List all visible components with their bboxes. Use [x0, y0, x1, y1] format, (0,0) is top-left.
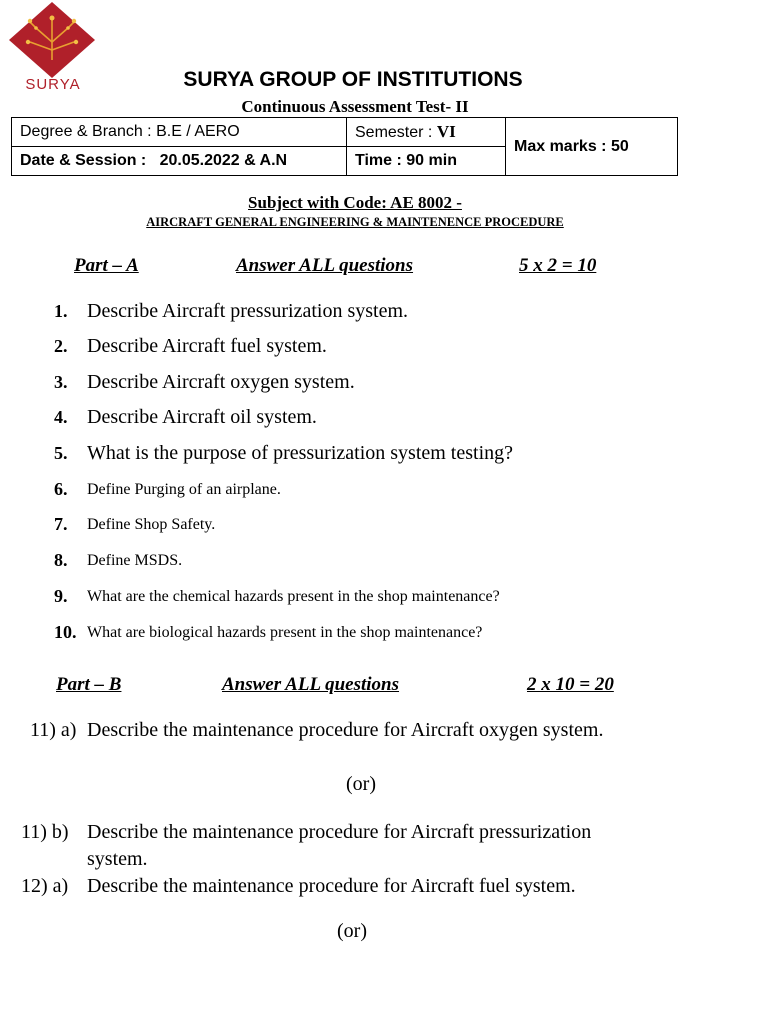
semester-cell [347, 118, 506, 147]
question-11a-number: 11) a) [30, 719, 77, 741]
question-text: Describe Aircraft pressurization system. [87, 300, 409, 322]
subject-name: AIRCRAFT GENERAL ENGINEERING & MAINTENENCE PROCEDURE [146, 215, 564, 229]
question-number: 1. [54, 301, 68, 321]
question-text: What are biological hazards present in the shop maintenance? [87, 624, 483, 641]
question-11b-number: 11) b) [21, 821, 69, 843]
logo-text: SURYA [25, 76, 81, 93]
question-text: Describe Aircraft fuel system. [87, 335, 327, 357]
question-number: 10. [54, 622, 77, 642]
or-separator: (or) [346, 773, 376, 795]
question-number: 7. [54, 514, 68, 534]
question-text: What is the purpose of pressurization system testing? [87, 442, 514, 464]
part-a-instruction: Answer ALL questions [236, 255, 414, 276]
question-number: 3. [54, 372, 68, 392]
institution-name: SURYA GROUP OF INSTITUTIONS [183, 68, 523, 91]
or-separator: (or) [337, 920, 367, 942]
question-12a-text: Describe the maintenance procedure for Aircraft fuel system. [87, 875, 576, 897]
question-number: 6. [54, 479, 68, 499]
test-name: Continuous Assessment Test- II [241, 97, 469, 116]
question-number: 2. [54, 336, 68, 356]
question-12a-number: 12) a) [21, 875, 69, 897]
part-a-title: Part – A [74, 255, 139, 276]
max-marks: Max marks : 50 [506, 118, 678, 176]
question-number: 4. [54, 407, 68, 427]
question-11b-text: Describe the maintenance procedure for Aircraft pressurization [87, 821, 592, 843]
question-text: What are the chemical hazards present in the shop maintenance? [87, 588, 500, 605]
exam-info-table [11, 117, 678, 176]
question-text: Describe Aircraft oil system. [87, 406, 317, 428]
question-11b-text-cont: system. [87, 848, 148, 870]
semester-label: Semester : [355, 124, 437, 141]
part-b-marks: 2 x 10 = 20 [527, 674, 614, 695]
part-a-marks: 5 x 2 = 10 [519, 255, 597, 276]
question-number: 5. [54, 443, 68, 463]
question-11a-text: Describe the maintenance procedure for Aircraft oxygen system. [87, 719, 604, 741]
question-text: Define MSDS. [87, 552, 183, 569]
question-text: Describe Aircraft oxygen system. [87, 371, 355, 393]
question-text: Define Shop Safety. [87, 516, 216, 533]
degree-branch: Degree & Branch : B.E / AERO [12, 118, 347, 147]
question-text: Define Purging of an airplane. [87, 481, 281, 498]
subject-code: Subject with Code: AE 8002 - [248, 193, 462, 212]
question-number: 8. [54, 550, 68, 570]
part-b-title: Part – B [56, 674, 122, 695]
question-number: 9. [54, 586, 68, 606]
time: Time : 90 min [347, 147, 506, 176]
semester-value: VI [436, 122, 456, 141]
date-session: Date & Session : 20.05.2022 & A.N [12, 147, 347, 176]
part-b-instruction: Answer ALL questions [222, 674, 400, 695]
